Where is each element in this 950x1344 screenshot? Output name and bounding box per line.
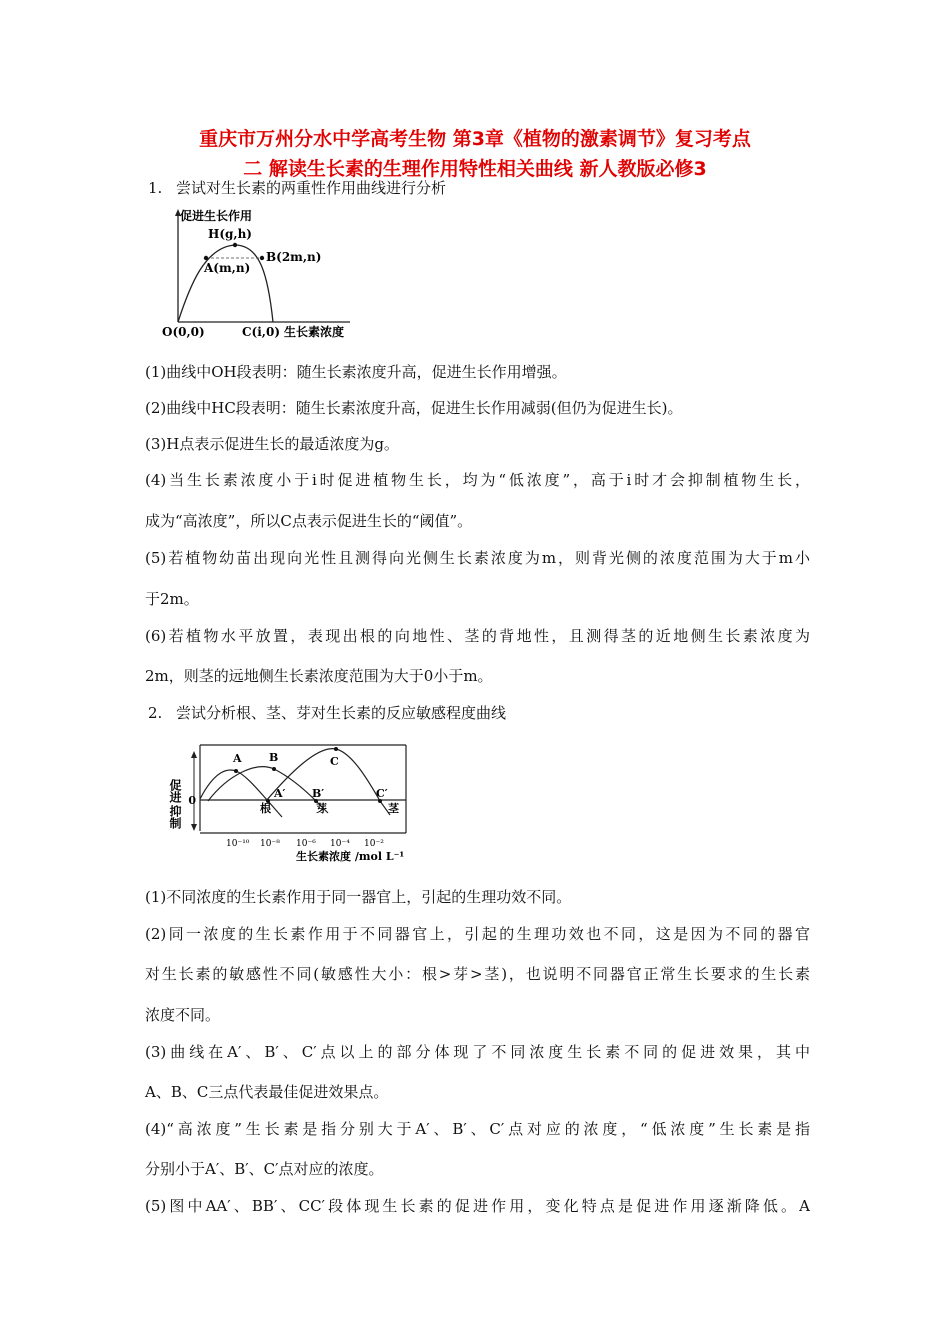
- zero-label: 0: [188, 794, 196, 807]
- section-1-heading-text: 尝试对生长素的两重性作用曲线进行分析: [176, 179, 447, 197]
- section-2-item-3-cont: A、B、C三点代表最佳促进效果点。: [145, 1083, 389, 1101]
- y-axis-label: 促进生长作用: [180, 209, 253, 223]
- peak-c: [334, 747, 338, 751]
- auxin-curve: [178, 245, 273, 322]
- x-axis-label: 生长素浓度 /mol L⁻¹: [296, 850, 405, 863]
- cross-a-prime-label: A′: [274, 787, 286, 800]
- auxin-dual-effect-graph: [160, 205, 360, 340]
- stem-label: 茎: [388, 802, 399, 815]
- point-a-label: A(m,n): [204, 261, 251, 275]
- section-2-item-2: (2)同一浓度的生长素作用于不同器官上，引起的生理功效也不同，这是因为不同的器官: [145, 925, 810, 943]
- peak-b: [272, 767, 276, 771]
- section-2-heading-text: 尝试分析根、茎、芽对生长素的反应敏感程度曲线: [176, 704, 507, 722]
- x-axis-label: 生长素浓度: [284, 325, 345, 339]
- root-label: 根: [260, 802, 271, 815]
- section-1-item-2: (2)曲线中HC段表明：随生长素浓度升高，促进生长作用减弱(但仍为促进生长)。: [145, 399, 683, 417]
- section-2-item-2-cont-2: 浓度不同。: [145, 1006, 221, 1024]
- point-a: [204, 256, 208, 260]
- origin-label: O(0,0): [162, 325, 205, 339]
- section-1-item-3: (3)H点表示促进生长的最适浓度为g。: [145, 435, 399, 453]
- promote-label: 促进: [168, 779, 182, 803]
- peak-c-label: C: [330, 755, 339, 768]
- section-1-item-5-cont: 于2m。: [145, 590, 199, 608]
- point-c-label: C(i,0): [242, 325, 280, 339]
- section-1-item-1: (1)曲线中OH段表明：随生长素浓度升高，促进生长作用增强。: [145, 363, 567, 381]
- peak-b-label: B: [269, 751, 279, 764]
- tick-label-1: 10⁻¹⁰: [226, 839, 250, 849]
- inhibit-arrowhead: [191, 824, 197, 831]
- promote-arrowhead: [191, 751, 197, 758]
- section-2-item-2-cont-1: 对生长素的敏感性不同(敏感性大小：根>芽>茎)，也说明不同器官正常生长要求的生长素: [145, 965, 810, 983]
- point-h-label: H(g,h): [208, 227, 252, 241]
- tick-label-2: 10⁻⁸: [260, 839, 280, 849]
- inhibit-label: 抑制: [168, 805, 182, 829]
- stem-curve: [266, 749, 390, 815]
- section-1-heading: [148, 178, 446, 198]
- section-1-item-6: (6)若植物水平放置，表现出根的向地性、茎的背地性，且测得茎的近地侧生长素浓度为: [145, 627, 810, 645]
- section-2-item-3: (3)曲线在A′、B′、C′点以上的部分体现了不同浓度生长素不同的促进效果，其中: [145, 1043, 810, 1061]
- section-1-number: 1.: [148, 179, 163, 197]
- point-b: [260, 256, 264, 260]
- document-title-line-2: 二 解读生长素的生理作用特性相关曲线 新人教版必修3: [243, 158, 707, 180]
- section-1-item-6-cont: 2m，则茎的远地侧生长素浓度范围为大于0小于m。: [145, 667, 493, 685]
- organ-sensitivity-figure: [170, 735, 415, 863]
- point-b-label: B(2m,n): [266, 250, 322, 264]
- cross-b-prime-label: B′: [312, 787, 325, 800]
- document-title-line-1: 重庆市万州分水中学高考生物 第3章《植物的激素调节》复习考点: [199, 128, 751, 150]
- section-1-item-4: (4)当生长素浓度小于i时促进植物生长，均为“低浓度”，高于i时才会抑制植物生长，: [145, 471, 810, 489]
- section-1-item-4-cont: 成为“高浓度”，所以C点表示促进生长的“阈值”。: [145, 512, 473, 530]
- section-2-heading: [148, 703, 506, 723]
- peak-a-label: A: [233, 752, 242, 765]
- tick-label-3: 10⁻⁶: [296, 839, 316, 849]
- section-2-item-4-cont: 分别小于A′、B′、C′点对应的浓度。: [145, 1160, 384, 1178]
- section-2-item-1: (1)不同浓度的生长素作用于同一器官上，引起的生理功效不同。: [145, 888, 572, 906]
- bud-label: 芽: [316, 802, 327, 815]
- section-2-number: 2.: [148, 704, 163, 722]
- peak-a: [234, 769, 238, 773]
- tick-label-5: 10⁻²: [364, 839, 384, 849]
- section-2-item-4: (4)“高浓度”生长素是指分别大于A′、B′、C′点对应的浓度，“低浓度”生长素是指: [145, 1120, 810, 1138]
- section-1-item-5: (5)若植物幼苗出现向光性且测得向光侧生长素浓度为m，则背光侧的浓度范围为大于m小: [145, 549, 810, 567]
- cross-c-prime-label: C′: [376, 787, 388, 800]
- section-2-item-5: (5)图中AA′、BB′、CC′段体现生长素的促进作用，变化特点是促进作用逐渐降低。A: [145, 1197, 810, 1215]
- tick-label-4: 10⁻⁴: [330, 839, 350, 849]
- point-h: [233, 243, 237, 247]
- organ-sensitivity-graph: [170, 735, 415, 863]
- auxin-dual-effect-figure: [160, 205, 360, 340]
